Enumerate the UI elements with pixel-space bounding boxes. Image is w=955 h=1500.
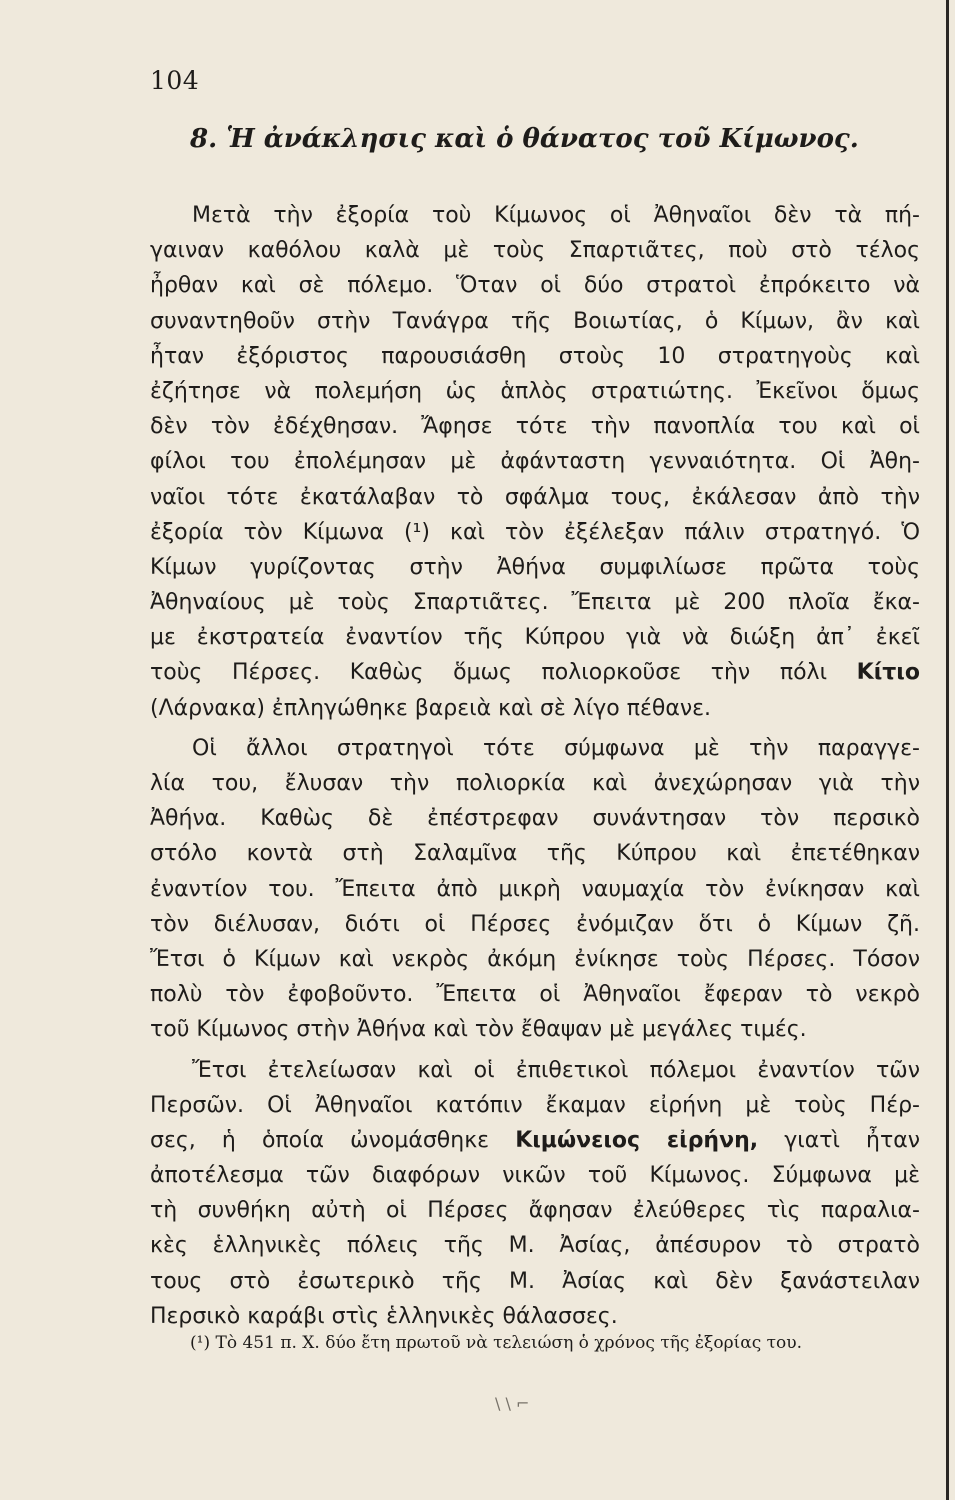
bold-term: Κίτιο: [856, 660, 920, 686]
text-segment: συναντηθοῦν στὴν Τανάγρα τῆς Βοιωτίας, ὁ Κίμων, ἂν καὶ: [150, 308, 920, 334]
section-heading: 8. Ἡ ἀνάκλησις καὶ ὁ θάνατος τοῦ Κίμωνος.: [190, 124, 859, 154]
text-segment: ἐξορία τὸν Κίμωνα (¹) καὶ τὸν ἐξέλεξαν πάλιν στρατηγό. Ὁ: [150, 519, 920, 545]
text-segment: κὲς ἑλληνικὲς πόλεις τῆς Μ. Ἀσίας, ἀπέσυρον τὸ στρατὸ: [150, 1233, 920, 1259]
text-segment: ἦρθαν καὶ σὲ πόλεμο. Ὅταν οἱ δύο στρατοὶ ἐπρόκειτο νὰ: [150, 273, 920, 299]
text-line: [150, 1123, 920, 1158]
paragraph: [150, 198, 920, 726]
text-line: [150, 515, 920, 550]
text-segment: ἀποτέλεσμα τῶν διαφόρων νικῶν τοῦ Κίμωνος. Σύμφωνα μὲ: [150, 1163, 920, 1189]
text-line: [150, 480, 920, 515]
text-line: [150, 1158, 920, 1193]
text-segment: ἐζήτησε νὰ πολεμήση ὡς ἁπλὸς στρατιώτης. Ἐκεῖνοι ὅμως: [150, 378, 920, 404]
text-segment: τοῦ Κίμωνος στὴν Ἀθήνα καὶ τὸν ἔθαψαν μὲ μεγάλες τιμές.: [150, 1017, 807, 1043]
text-segment: Ἔτσι ὁ Κίμων καὶ νεκρὸς ἀκόμη ἐνίκησε τοὺς Πέρσες. Τόσον: [150, 946, 920, 972]
text-segment: Περσῶν. Οἱ Ἀθηναῖοι κατόπιν ἔκαμαν εἰρήνη μὲ τοὺς Πέρ-: [150, 1092, 920, 1118]
text-line: [150, 268, 920, 303]
text-line: [150, 444, 920, 479]
text-line: [150, 409, 920, 444]
text-segment: Μετὰ τὴν ἐξορία τοὺ Κίμωνος οἱ Ἀθηναῖοι δὲν τὰ πή-: [192, 203, 920, 228]
text-segment: Κίμων γυρίζοντας στὴν Ἀθήνα συμφιλίωσε πρῶτα τοὺς: [150, 554, 920, 580]
text-segment: Οἱ ἄλλοι στρατηγοὶ τότε σύμφωνα μὲ τὴν παραγγε-: [192, 735, 920, 761]
text-segment: με ἐκστρατεία ἐναντίον τῆς Κύπρου γιὰ νὰ διώξη ἀπ᾽ ἐκεῖ: [150, 625, 920, 651]
text-segment: τὴ συνθήκη αὐτὴ οἱ Πέρσες ἄφησαν ἐλεύθερες τὶς παραλια-: [150, 1198, 920, 1224]
text-line: [150, 374, 920, 409]
text-line: [150, 655, 920, 690]
text-segment: δὲν τὸν ἐδέχθησαν. Ἄφησε τότε τὴν πανοπλία του καὶ οἱ: [150, 414, 920, 440]
text-segment: Ἀθηναίους μὲ τοὺς Σπαρτιᾶτες. Ἔπειτα μὲ 200 πλοῖα ἔκα-: [150, 590, 920, 616]
text-line: [150, 942, 920, 977]
text-line: [150, 304, 920, 339]
text-segment: τους στὸ ἐσωτερικὸ τῆς Μ. Ἀσίας καὶ δὲν ξανάστειλαν: [150, 1268, 920, 1294]
text-line: [150, 1264, 920, 1299]
text-line: [150, 1088, 920, 1123]
paragraph: [150, 1053, 920, 1335]
footnote: (¹) Τὸ 451 π. Χ. δύο ἔτη πρωτοῦ νὰ τελειώση ὁ χρόνος τῆς ἐξορίας του.: [190, 1333, 803, 1353]
text-segment: σες, ἡ ὁποία ὠνομάσθηκε: [150, 1127, 516, 1153]
text-line: [150, 977, 920, 1012]
text-line: [150, 836, 920, 871]
text-segment: φίλοι του ἐπολέμησαν μὲ ἀφάνταστη γενναιότητα. Οἱ Ἀθη-: [150, 449, 920, 475]
text-line: [150, 801, 920, 836]
text-line: [150, 339, 920, 374]
text-segment: ἦταν ἐξόριστος παρουσιάσθη στοὺς 10 στρατηγοὺς καὶ: [150, 343, 920, 369]
text-segment: λία του, ἔλυσαν τὴν πολιορκία καὶ ἀνεχώρησαν γιὰ τὴν: [150, 771, 920, 796]
text-segment: τὸν διέλυσαν, διότι οἱ Πέρσες ἐνόμιζαν ὅτι ὁ Κίμων ζῆ.: [150, 911, 920, 937]
text-segment: πολὺ τὸν ἐφοβοῦντο. Ἔπειτα οἱ Ἀθηναῖοι ἔφεραν τὸ νεκρὸ: [150, 982, 920, 1008]
text-segment: στόλο κοντὰ στὴ Σαλαμῖνα τῆς Κύπρου καὶ ἐπετέθηκαν: [150, 841, 920, 867]
paragraph: [150, 731, 920, 1048]
text-segment: γιατὶ ἦταν: [758, 1127, 920, 1153]
page-mark: \ \ ⌐: [495, 1394, 530, 1413]
text-line: [150, 1053, 920, 1088]
text-line: [150, 1299, 920, 1334]
text-line: [150, 1193, 920, 1228]
text-line: [150, 872, 920, 907]
text-line: [150, 766, 920, 801]
text-segment: τοὺς Πέρσες. Καθὼς ὅμως πολιορκοῦσε τὴν πόλι: [150, 660, 857, 686]
text-line: [150, 620, 920, 655]
page-number: 104: [150, 66, 200, 95]
text-line: [150, 550, 920, 585]
bold-term: Κιμώνειος εἰρήνη,: [515, 1127, 759, 1153]
text-line: [150, 1228, 920, 1263]
text-line: [150, 198, 920, 233]
text-line: [150, 731, 920, 766]
text-segment: ναῖοι τότε ἐκατάλαβαν τὸ σφάλμα τους, ἐκάλεσαν ἀπὸ τὴν: [150, 484, 920, 510]
text-segment: Ἀθήνα. Καθὼς δὲ ἐπέστρεφαν συνάντησαν τὸν περσικὸ: [150, 806, 920, 832]
text-line: [150, 691, 920, 726]
page-edge-border: [946, 0, 949, 1500]
body-text: [150, 198, 920, 1334]
text-segment: Περσικὸ καράβι στὶς ἑλληνικὲς θάλασσες.: [150, 1303, 618, 1329]
text-segment: (Λάρνακα) ἐπληγώθηκε βαρειὰ καὶ σὲ λίγο πέθανε.: [150, 695, 712, 721]
text-line: [150, 585, 920, 620]
text-line: [150, 233, 920, 268]
text-segment: ἐναντίον του. Ἔπειτα ἀπὸ μικρὴ ναυμαχία τὸν ἐνίκησαν καὶ: [150, 876, 920, 902]
text-line: [150, 907, 920, 942]
text-segment: Ἔτσι ἐτελείωσαν καὶ οἱ ἐπιθετικοὶ πόλεμοι ἐναντίον τῶν: [192, 1057, 920, 1083]
text-line: [150, 1012, 920, 1047]
text-segment: γαιναν καθόλου καλὰ μὲ τοὺς Σπαρτιᾶτες, ποὺ στὸ τέλος: [150, 238, 920, 264]
